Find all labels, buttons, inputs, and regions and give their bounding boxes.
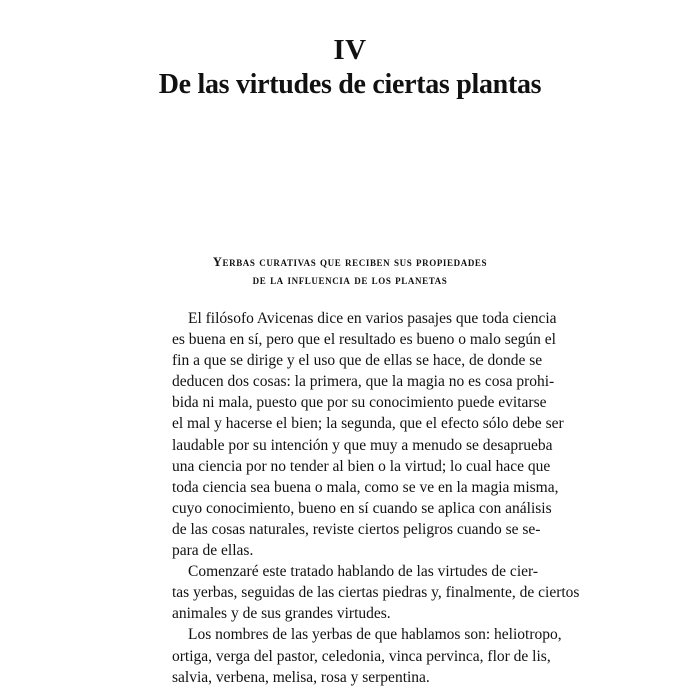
text-line: toda ciencia sea buena o mala, como se ve en la magia misma, bbox=[172, 478, 559, 496]
body-text bbox=[172, 308, 580, 688]
text-line: es buena en sí, pero que el resultado es bueno o malo según el bbox=[172, 331, 556, 349]
text-line: de las cosas naturales, reviste ciertos peligros cuando se se- bbox=[172, 520, 541, 538]
text-line: deducen dos cosas: la primera, que la magia no es cosa prohi- bbox=[172, 373, 555, 391]
paragraph-2 bbox=[172, 561, 580, 624]
chapter-number: IV bbox=[333, 34, 367, 66]
text-line: tas yerbas, seguidas de las ciertas piedras y, finalmente, de ciertos bbox=[172, 584, 580, 602]
paragraph-3 bbox=[172, 624, 562, 687]
text-line: para de ellas. bbox=[172, 542, 254, 560]
text-line: Los nombres de las yerbas de que hablamos son: heliotropo, bbox=[188, 626, 562, 644]
section-heading-line: Yerbas curativas que reciben sus propiedades bbox=[212, 255, 488, 269]
text-line: salvia, verbena, melisa, rosa y serpentina. bbox=[172, 668, 430, 686]
text-line: fin a que se dirige y el uso que de ellas se hace, de donde se bbox=[172, 352, 543, 370]
text-line: animales y de sus grandes virtudes. bbox=[172, 605, 391, 623]
text-line: laudable por su intención y que muy a menudo se desaprueba bbox=[172, 436, 553, 454]
text-line: cuyo conocimiento, bueno en sí cuando se aplica con análisis bbox=[172, 499, 552, 517]
chapter-title: De las virtudes de ciertas plantas bbox=[158, 69, 542, 100]
paragraph-1 bbox=[172, 308, 564, 561]
text-line: el mal y hacerse el bien; la segunda, que el efecto sólo debe ser bbox=[172, 415, 564, 433]
text-line: bida ni mala, puesto que por su conocimiento puede evitarse bbox=[172, 394, 547, 412]
section-heading bbox=[170, 253, 530, 289]
section-heading-line: de la influencia de los planetas bbox=[252, 273, 448, 287]
text-line: una ciencia por no tender al bien o la virtud; lo cual hace que bbox=[172, 457, 551, 475]
text-line: El filósofo Avicenas dice en varios pasajes que toda ciencia bbox=[188, 310, 557, 327]
text-line: ortiga, verga del pastor, celedonia, vinca pervinca, flor de lis, bbox=[172, 647, 551, 665]
text-line: Comenzaré este tratado hablando de las virtudes de cier- bbox=[188, 563, 539, 581]
